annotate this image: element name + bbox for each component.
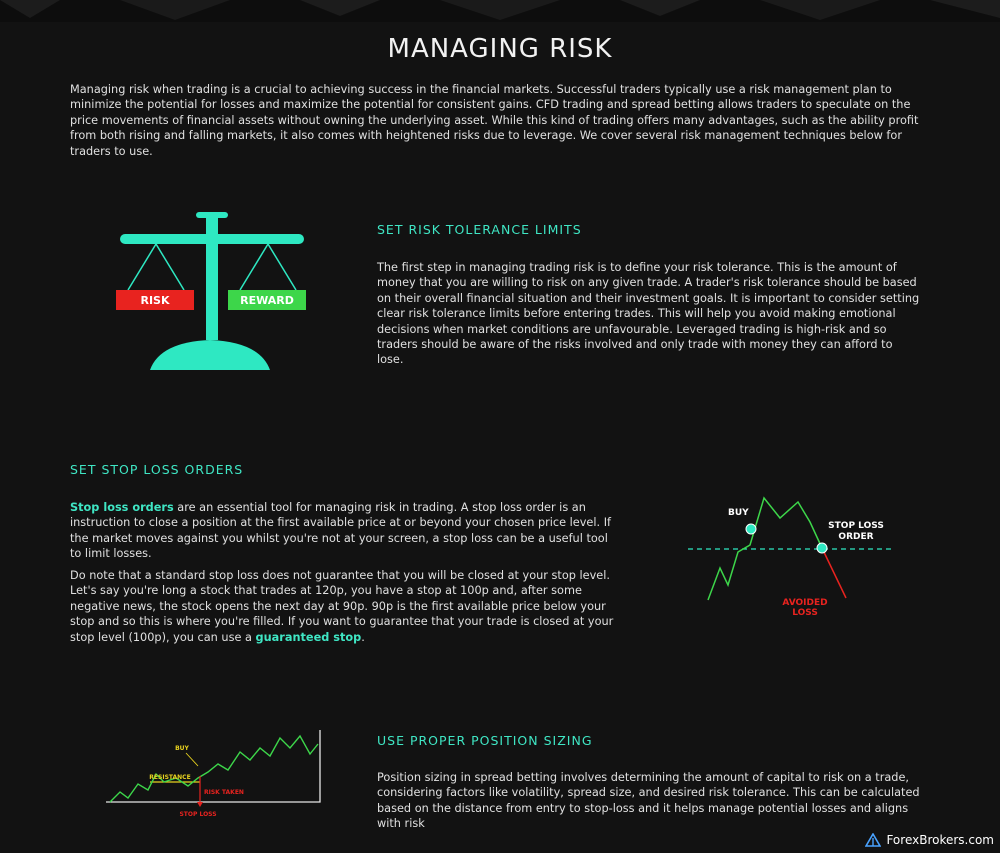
top-decoration xyxy=(0,0,1000,22)
risk-reward-scale-illustration xyxy=(110,210,310,375)
section-title-position-sizing: USE PROPER POSITION SIZING xyxy=(377,733,593,748)
stop-loss-point xyxy=(817,543,827,553)
position-sizing-paragraph: Position sizing in spread betting involves determining the amount of capital to risk on a trade, considering factors like volatility, spread size, and desired risk tolerance. This can be calculated based on the distance from entry to stop-loss and it helps manage potential losses and aligns with risk xyxy=(377,771,920,831)
resistance-label: RESISTANCE xyxy=(149,774,191,781)
stop-loss-paragraph-1-text: are an essential tool for managing risk in trading. A stop loss order is an instruction to close a position at the first available price at or beyond your chosen price level. If the market moves against you whilst you're not at your screen, a stop loss can be a useful tool to limit losses. xyxy=(70,501,612,561)
intro-paragraph: Managing risk when trading is a crucial to achieving success in the financial markets. Successful traders typically use a risk management plan to minimize the potential for losses and maximize the potential for consistent gains. CFD trading and spread betting allows traders to speculate on the price movements of financial assets without owning the underlying asset. While this kind of trading offers many advantages, such as the ability profit from both rising and falling markets, it also comes with heightened risks due to leverage. We cover several risk management techniques below for traders to use. xyxy=(70,83,919,158)
forexbrokers-logo-icon xyxy=(865,833,881,847)
buy-label: BUY xyxy=(728,508,749,518)
buy-pointer xyxy=(186,753,198,766)
forexbrokers-watermark xyxy=(865,833,994,847)
risk-taken-label: RISK TAKEN xyxy=(204,789,244,796)
avoided-loss-label-1: AVOIDED xyxy=(782,598,828,608)
stop-loss-paragraph-2 xyxy=(70,568,618,645)
page-title: MANAGING RISK xyxy=(387,34,613,64)
stop-loss-label-1: STOP LOSS xyxy=(828,521,884,531)
section-title-stop-loss: SET STOP LOSS ORDERS xyxy=(70,462,244,477)
risk-taken-arrow-head xyxy=(197,802,203,807)
risk-label: RISK xyxy=(140,294,170,307)
buy-label: BUY xyxy=(175,745,189,752)
stop-loss-label: STOP LOSS xyxy=(179,811,217,818)
risk-tolerance-paragraph: The first step in managing trading risk is to define your risk tolerance. This is the amount of money that you are willing to risk on any given trade. A trader's risk tolerance should be based on their overall financial situation and their investment goals. It is important to consider setting clear risk tolerance limits before entering trades. This will help you avoid making emotional decisions when market conditions are unfavourable. Leveraged trading is high-risk and so traders should be aware of the risks involved and only trade with money they can afford to lose. xyxy=(377,261,920,367)
stop-loss-orders-link[interactable]: Stop loss orders xyxy=(70,501,174,514)
section-title-risk-tolerance: SET RISK TOLERANCE LIMITS xyxy=(377,222,582,237)
avoided-loss-line xyxy=(822,548,846,598)
avoided-loss-label-2: LOSS xyxy=(792,608,818,618)
position-sizing-chart-illustration xyxy=(100,726,330,826)
guaranteed-stop-link[interactable]: guaranteed stop xyxy=(255,630,362,644)
stop-loss-paragraph-2-text: Do note that a standard stop loss does not guarantee that you will be closed at your stop level. Let's say you're long a stock that trades at 120p, you have a stop at 100p and, after some negative news, the stock opens the next day at 90p. 90p is the first available price below your stop and so this is where you're filled. If you want to guarantee that your trade is closed at your stop level (100p), you can use a xyxy=(70,569,614,644)
stop-loss-label-2: ORDER xyxy=(838,532,874,542)
reward-label: REWARD xyxy=(240,294,294,307)
watermark-brand: ForexBrokers.com xyxy=(886,833,994,847)
stop-loss-paragraph-1 xyxy=(70,500,618,562)
buy-point xyxy=(746,524,756,534)
stop-loss-chart-illustration xyxy=(680,490,900,630)
stop-loss-paragraph-2-end: . xyxy=(361,630,365,644)
